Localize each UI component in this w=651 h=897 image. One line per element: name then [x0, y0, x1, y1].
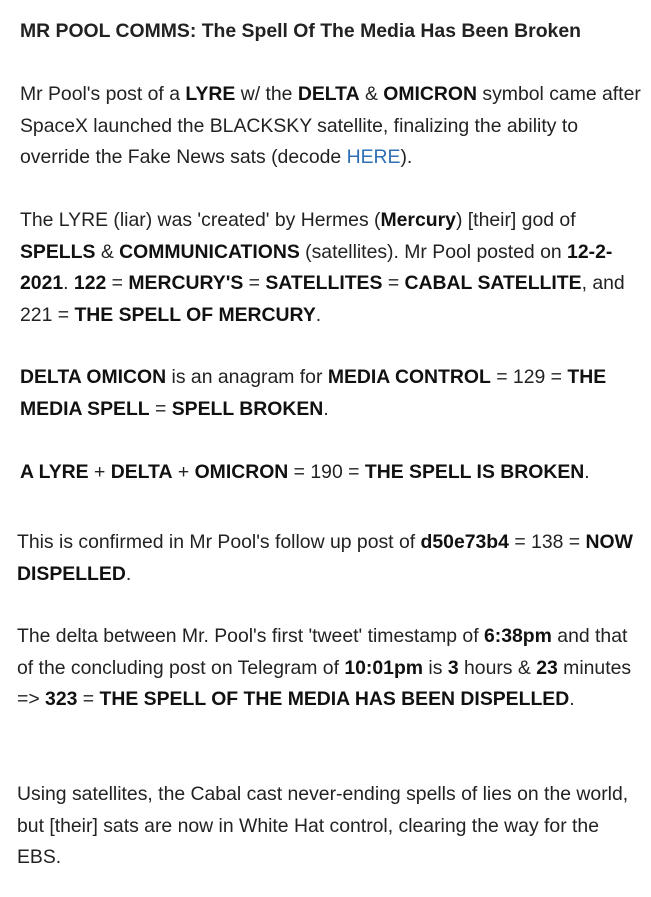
text: . — [125, 562, 132, 585]
article-title: MR POOL COMMS: The Spell Of The Media Has Been Broken — [20, 20, 581, 42]
bold-text: 10:01pm — [344, 656, 424, 679]
text: is an anagram for — [166, 366, 328, 388]
bold-text: DELTA OMICON — [20, 366, 167, 388]
text: + — [172, 461, 195, 483]
text: w/ the — [235, 83, 298, 105]
text: + — [88, 461, 111, 483]
text: Mr Pool's post of a — [20, 83, 186, 105]
paragraph-confirmed — [17, 527, 645, 590]
text: hours & — [458, 656, 537, 679]
paragraph-satellites — [17, 779, 645, 874]
bold-text: Mercury — [380, 209, 456, 231]
text: The LYRE (liar) was 'created' by Hermes ( — [20, 209, 381, 231]
bold-text: 323 — [45, 688, 78, 711]
bold-text: LYRE — [185, 83, 236, 105]
bold-text: MERCURY'S — [128, 272, 244, 295]
text: (satellites). Mr Pool posted on — [299, 240, 568, 263]
decode-here-link[interactable]: HERE — [346, 146, 401, 169]
paragraph-delta-time — [17, 621, 645, 716]
text: Using satellites, the Cabal cast never-ending spells of lies on the world, but [their] sats are now in White Hat control, clearing the way for the EBS. — [17, 783, 629, 869]
text: = — [77, 688, 100, 711]
text: = — [243, 272, 266, 295]
bold-text: NOW DISPELLED — [17, 531, 633, 585]
text: This is confirmed in Mr Pool's follow up post of — [17, 531, 421, 553]
text: The delta between Mr. Pool's first 'tweet' timestamp of — [17, 625, 484, 647]
text: . — [569, 688, 575, 711]
bold-text: COMMUNICATIONS — [119, 240, 300, 263]
text: . — [584, 461, 590, 483]
bold-text: DELTA — [297, 83, 360, 105]
bold-text: A LYRE — [20, 461, 89, 483]
bold-text: THE MEDIA SPELL — [20, 366, 607, 420]
text: ). — [400, 146, 413, 169]
bold-text: DELTA — [110, 461, 173, 483]
bold-text: SPELLS — [20, 240, 96, 263]
bold-text: THE SPELL OF MERCURY — [74, 303, 316, 326]
text: . — [63, 272, 74, 295]
bold-text: SPELL BROKEN — [171, 397, 324, 420]
bold-text: OMICRON — [194, 461, 289, 483]
text: is — [423, 656, 448, 679]
text: = 190 = — [288, 461, 365, 483]
bold-text: SATELLITES — [265, 272, 383, 295]
text: = 138 = — [508, 531, 586, 553]
text: ) [their] god of — [455, 209, 576, 231]
text: = — [149, 397, 172, 420]
text: symbol came after SpaceX launched the BLACKSKY satellite, finalizing the ability to override the Fake News sats (decode — [20, 83, 641, 169]
text: minutes => — [17, 656, 632, 711]
paragraph-hermes — [20, 205, 648, 331]
bold-text: d50e73b4 — [420, 531, 509, 553]
text: = 129 = — [490, 366, 568, 388]
text: . — [323, 397, 329, 420]
paragraph-lyre-post — [20, 79, 648, 174]
bold-text: OMICRON — [383, 83, 478, 105]
text: and that of the concluding post on Telegram of — [17, 625, 628, 679]
bold-text: 6:38pm — [484, 625, 552, 647]
paragraph-sum — [20, 457, 648, 489]
bold-text: 12-2-2021 — [20, 240, 613, 295]
text: & — [359, 83, 384, 105]
bold-text: THE SPELL OF THE MEDIA HAS BEEN DISPELLED — [99, 688, 570, 711]
text: & — [95, 240, 120, 263]
text: = — [106, 272, 129, 295]
text: . — [315, 303, 322, 326]
text: = — [382, 272, 405, 295]
paragraph-anagram — [20, 362, 648, 425]
bold-text: 23 — [536, 656, 558, 679]
bold-text: 3 — [447, 656, 459, 679]
bold-text: MEDIA CONTROL — [327, 366, 491, 388]
bold-text: 122 — [73, 272, 107, 295]
bold-text: THE SPELL IS BROKEN — [364, 461, 585, 483]
bold-text: CABAL SATELLITE — [404, 272, 582, 295]
text: , and 221 = — [20, 272, 625, 326]
